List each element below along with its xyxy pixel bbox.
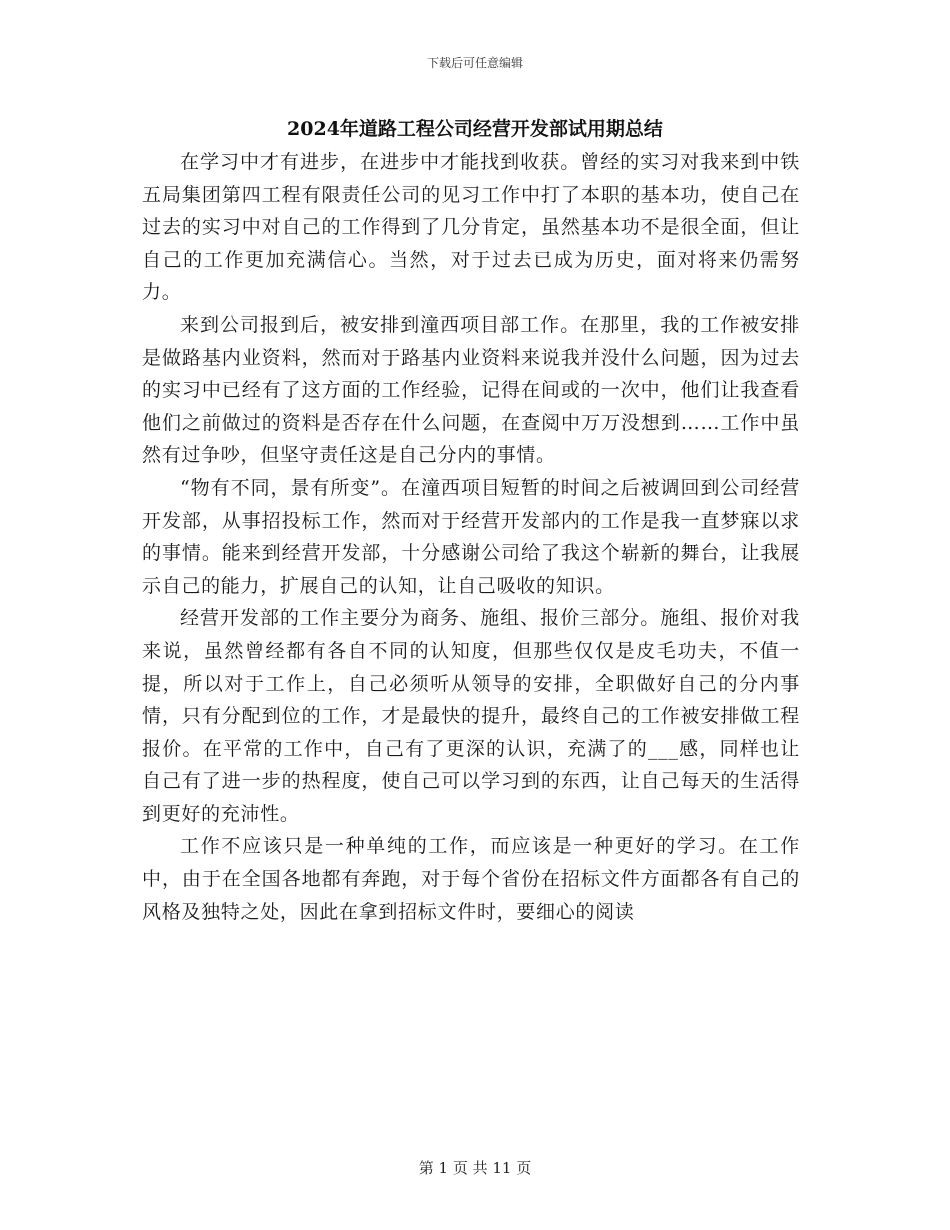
document-title: 2024年道路工程公司经营开发部试用期总结 <box>287 118 663 140</box>
document-body <box>142 146 800 928</box>
page-header: 下载后可任意编辑 <box>426 56 523 70</box>
page-footer: 第 1 页 共 11 页 <box>418 1159 532 1177</box>
paragraph-3: “物有不同，景有所变”。在潼西项目短暂的时间之后被调回到公司经营开发部，从事招投标工作，然而对于经营开发部内的工作是我一直梦寐以求的事情。能来到经营开发部，十分感谢公司给了我这个崭新的舞台，让我展示自己的能力，扩展自己的认知，让自己吸收的知识。 <box>142 476 800 597</box>
paragraph-4: 经营开发部的工作主要分为商务、施组、报价三部分。施组、报价对我来说，虽然曾经都有各自不同的认知度，但那些仅仅是皮毛功夫，不值一提，所以对于工作上，自己必须听从领导的安排，全职做好自己的分内事情，只有分配到位的工作，才是最快的提升，最终自己的工作被安排做工程报价。在平常的工作中，自己有了更深的认识，充满了的___感，同样也让自己有了进一步的热程度，使自己可以学习到的东西，让自己每天的生活得到更好的充沛性。 <box>142 607 800 825</box>
paragraph-2: 来到公司报到后，被安排到潼西项目部工作。在那里，我的工作被安排是做路基内业资料，然而对于路基内业资料来说我并没什么问题，因为过去的实习中已经有了这方面的工作经验，记得在间或的一次中，他们让我查看他们之前做过的资料是否存在什么问题，在查阅中万万没想到……工作中虽然有过争吵，但坚守责任这是自己分内的事情。 <box>142 313 800 467</box>
paragraph-1: 在学习中才有进步，在进步中才能找到收获。曾经的实习对我来到中铁五局集团第四工程有限责任公司的见习工作中打了本职的基本功，使自己在过去的实习中对自己的工作得到了几分肯定，虽然基本功不是很全面，但让自己的工作更加充满信心。当然，对于过去已成为历史，面对将来仍需努力。 <box>142 151 800 304</box>
paragraph-5: 工作不应该只是一种单纯的工作，而应该是一种更好的学习。在工作中，由于在全国各地都有奔跑，对于每个省份在招标文件方面都各有自己的风格及独特之处，因此在拿到招标文件时，要细心的阅读 <box>142 835 800 923</box>
